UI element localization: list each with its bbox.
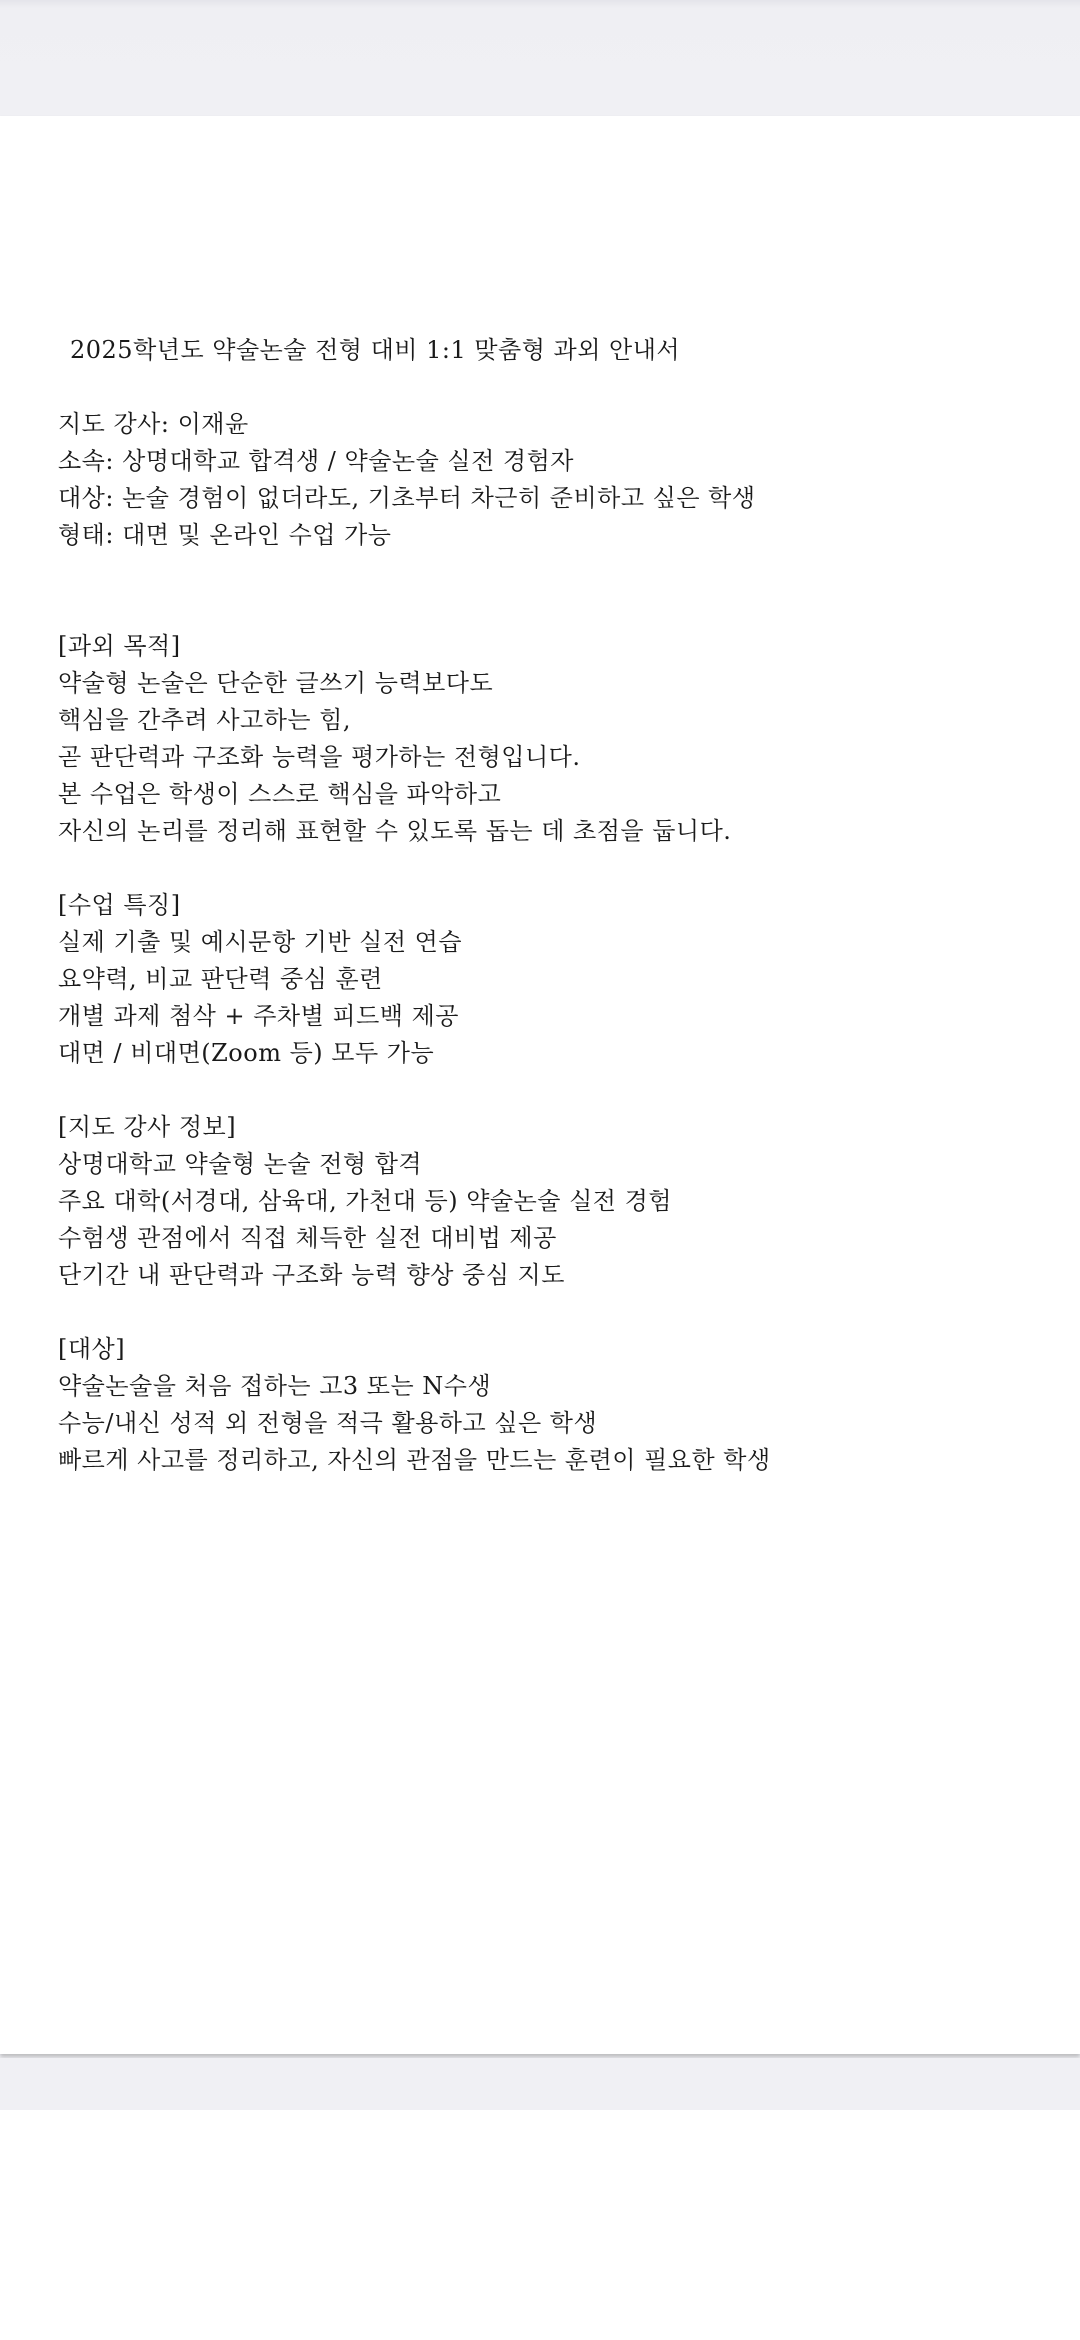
info-line-instructor: 지도 강사: 이재윤 xyxy=(58,410,249,438)
page-separator xyxy=(0,2058,1080,2110)
next-page[interactable] xyxy=(0,2110,1080,2340)
section-heading: [지도 강사 정보] xyxy=(58,1113,237,1141)
section-line: 빠르게 사고를 정리하고, 자신의 관점을 만드는 훈련이 필요한 학생 xyxy=(58,1446,771,1474)
section-line: 본 수업은 학생이 스스로 핵심을 파악하고 xyxy=(58,780,502,808)
section-line: 핵심을 간추려 사고하는 힘, xyxy=(58,706,352,734)
section-line: 수능/내신 성적 외 전형을 적극 활용하고 싶은 학생 xyxy=(58,1409,598,1437)
viewer-top-background xyxy=(0,0,1080,116)
section-line: 요약력, 비교 판단력 중심 훈련 xyxy=(58,965,383,993)
section-line: 대면 / 비대면(Zoom 등) 모두 가능 xyxy=(58,1039,435,1067)
section-heading: [대상] xyxy=(58,1335,126,1363)
section-line: 자신의 논리를 정리해 표현할 수 있도록 돕는 데 초점을 둡니다. xyxy=(58,817,732,845)
section-line: 주요 대학(서경대, 삼육대, 가천대 등) 약술논술 실전 경험 xyxy=(58,1187,672,1215)
section-line: 개별 과제 첨삭 + 주차별 피드백 제공 xyxy=(58,1002,459,1030)
section-target xyxy=(58,1331,1038,1479)
section-line: 약술논술을 처음 접하는 고3 또는 N수생 xyxy=(58,1372,492,1400)
section-line: 단기간 내 판단력과 구조화 능력 향상 중심 지도 xyxy=(58,1261,565,1289)
section-line: 실제 기출 및 예시문항 기반 실전 연습 xyxy=(58,928,463,956)
document-title: 2025학년도 약술논술 전형 대비 1:1 맞춤형 과외 안내서 xyxy=(70,336,681,364)
section-line: 곧 판단력과 구조화 능력을 평가하는 전형입니다. xyxy=(58,743,581,771)
section-features xyxy=(58,887,1038,1072)
info-line-target: 대상: 논술 경험이 없더라도, 기초부터 차근히 준비하고 싶은 학생 xyxy=(58,484,756,512)
section-line: 약술형 논술은 단순한 글쓰기 능력보다도 xyxy=(58,669,494,697)
section-purpose xyxy=(58,628,1038,850)
section-line: 상명대학교 약술형 논술 전형 합격 xyxy=(58,1150,423,1178)
info-line-affiliation: 소속: 상명대학교 합격생 / 약술논술 실전 경험자 xyxy=(58,447,574,475)
section-heading: [수업 특징] xyxy=(58,891,181,919)
section-instructor-info xyxy=(58,1109,1038,1294)
document-body xyxy=(58,332,1038,1479)
section-heading: [과외 목적] xyxy=(58,632,181,660)
section-line: 수험생 관점에서 직접 체득한 실전 대비법 제공 xyxy=(58,1224,557,1252)
info-line-format: 형태: 대면 및 온라인 수업 가능 xyxy=(58,521,392,549)
